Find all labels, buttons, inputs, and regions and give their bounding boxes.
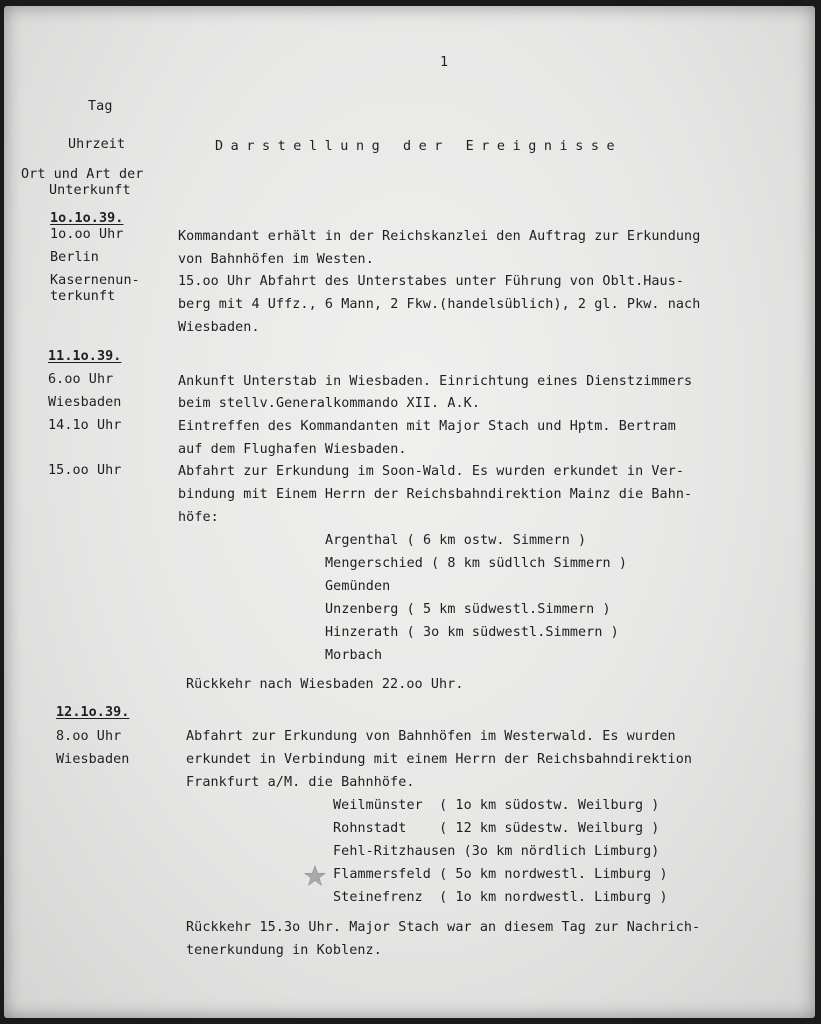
event-text-line: Eintreffen des Kommandanten mit Major Stach und Hptm. Bertram [178, 419, 676, 434]
document-page [4, 6, 815, 1018]
return-note-line: Rückkehr 15.3o Uhr. Major Stach war an diesem Tag zur Nachrich- [186, 920, 701, 935]
entry-date: 12.1o.39. [56, 705, 130, 720]
station-list-item: Rohnstadt ( 12 km südestw. Weilburg ) [333, 821, 660, 836]
entry-time: 14.1o Uhr [48, 418, 122, 433]
station-list-item: Gemünden [325, 579, 391, 594]
event-text-line: Kommandant erhält in der Reichskanzlei den Auftrag zur Erkundung [178, 229, 701, 244]
column-label-ort-line1: Ort und Art der [21, 167, 144, 182]
station-list-item: Weilmünster ( 1o km südostw. Weilburg ) [333, 798, 660, 813]
entry-lodging-line2: terkunft [50, 289, 116, 304]
event-text-line: Ankunft Unterstab in Wiesbaden. Einrichtung eines Dienstzimmers [178, 374, 693, 389]
event-text-line: auf dem Flughafen Wiesbaden. [178, 442, 407, 457]
event-text-line: berg mit 4 Uffz., 6 Mann, 2 Fkw.(handelsüblich), 2 gl. Pkw. nach [178, 297, 701, 312]
entry-place: Berlin [50, 250, 99, 265]
event-text-line: erkundet in Verbindung mit einem Herrn der Reichsbahndirektion [186, 752, 693, 767]
station-list-item: Argenthal ( 6 km ostw. Simmern ) [325, 533, 587, 548]
event-text-line: von Bahnhöfen im Westen. [178, 252, 374, 267]
star-marker-icon [304, 865, 326, 887]
entry-lodging-line1: Kasernenun- [50, 273, 140, 288]
event-text-line: 15.oo Uhr Abfahrt des Unterstabes unter Führung von Oblt.Haus- [178, 274, 685, 289]
entry-time: 8.oo Uhr [56, 729, 122, 744]
document-title: Darstellung der Ereignisse [215, 139, 623, 154]
return-note: Rückkehr nach Wiesbaden 22.oo Uhr. [186, 677, 464, 692]
entry-date: 11.1o.39. [48, 349, 122, 364]
entry-time: 6.oo Uhr [48, 372, 114, 387]
station-list-item: Hinzerath ( 3o km südwestl.Simmern ) [325, 625, 619, 640]
column-label-uhrzeit: Uhrzeit [68, 137, 126, 152]
column-label-tag: Tag [88, 99, 113, 114]
event-text-line: höfe: [178, 510, 219, 525]
entry-time: 15.oo Uhr [48, 463, 122, 478]
station-list-item: Unzenberg ( 5 km südwestl.Simmern ) [325, 602, 611, 617]
station-list-item: Flammersfeld ( 5o km nordwestl. Limburg ) [333, 867, 668, 882]
entry-date: 1o.1o.39. [50, 211, 124, 226]
page-number: 1 [440, 55, 449, 70]
entry-place: Wiesbaden [48, 395, 122, 410]
event-text-line: Wiesbaden. [178, 320, 260, 335]
event-text-line: Frankfurt a/M. die Bahnhöfe. [186, 775, 415, 790]
event-text-line: beim stellv.Generalkommando XII. A.K. [178, 396, 480, 411]
event-text-line: Abfahrt zur Erkundung im Soon-Wald. Es wurden erkundet in Ver- [178, 464, 685, 479]
entry-place: Wiesbaden [56, 752, 130, 767]
entry-time: 1o.oo Uhr [50, 227, 124, 242]
return-note-line: tenerkundung in Koblenz. [186, 943, 382, 958]
station-list-item: Steinefrenz ( 1o km nordwestl. Limburg ) [333, 890, 668, 905]
station-list-item: Morbach [325, 648, 383, 663]
station-list-item: Fehl-Ritzhausen (3o km nördlich Limburg) [333, 844, 660, 859]
event-text-line: Abfahrt zur Erkundung von Bahnhöfen im Westerwald. Es wurden [186, 729, 676, 744]
event-text-line: bindung mit Einem Herrn der Reichsbahndirektion Mainz die Bahn- [178, 487, 693, 502]
column-label-ort-line2: Unterkunft [49, 183, 131, 198]
station-list-item: Mengerschied ( 8 km südllch Simmern ) [325, 556, 627, 571]
